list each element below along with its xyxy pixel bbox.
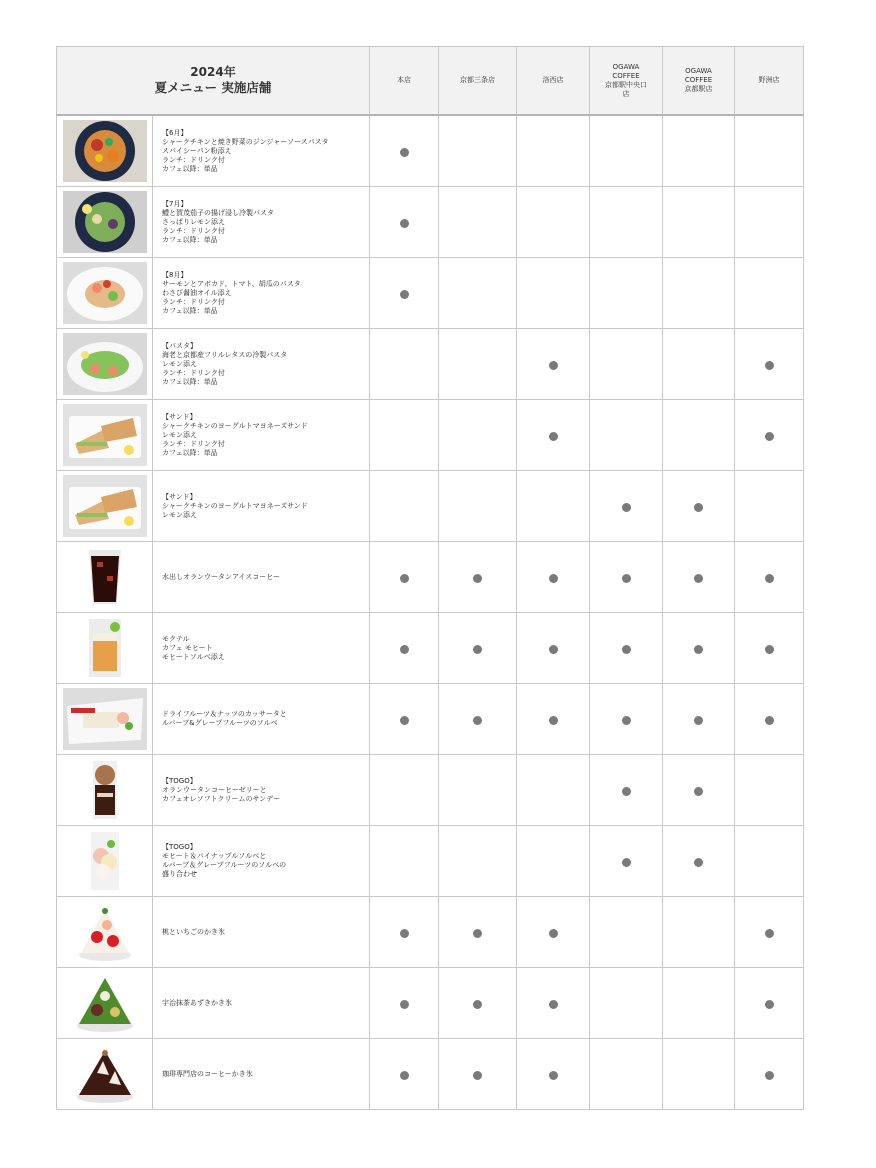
availability-cell bbox=[370, 897, 439, 968]
menu-item-text-line: ランチ：ドリンク付 bbox=[162, 368, 225, 377]
menu-photo bbox=[57, 258, 153, 328]
menu-item-text-line: ランチ：ドリンク付 bbox=[162, 297, 225, 306]
availability-cell bbox=[517, 115, 590, 187]
menu-item-description bbox=[153, 542, 369, 612]
availability-cell bbox=[517, 755, 590, 826]
availability-cell bbox=[663, 826, 735, 897]
menu-item-text-line: カフェ以降：単品 bbox=[162, 164, 218, 173]
menu-item-cell bbox=[57, 968, 370, 1039]
menu-photo bbox=[57, 542, 153, 612]
available-dot bbox=[765, 645, 774, 654]
menu-item-content bbox=[57, 400, 369, 470]
availability-cell bbox=[370, 968, 439, 1039]
menu-row bbox=[57, 1039, 804, 1110]
availability-cell bbox=[517, 400, 590, 471]
menu-row bbox=[57, 542, 804, 613]
menu-row bbox=[57, 471, 804, 542]
menu-item-text-line: 水出しオランウータンアイスコーヒー bbox=[162, 572, 281, 581]
availability-cell bbox=[590, 258, 663, 329]
menu-item-content bbox=[57, 116, 369, 186]
available-dot bbox=[765, 929, 774, 938]
menu-item-text-line: 海老と京都産フリルレタスの冷製パスタ bbox=[162, 350, 288, 359]
availability-cell bbox=[590, 1039, 663, 1110]
menu-photo bbox=[57, 826, 153, 896]
menu-item-text-line: カフェ以降：単品 bbox=[162, 235, 218, 244]
menu-item-text-line: レモン添え bbox=[162, 510, 197, 519]
menu-item-cell bbox=[57, 684, 370, 755]
availability-cell bbox=[370, 1039, 439, 1110]
availability-cell bbox=[663, 684, 735, 755]
availability-cell bbox=[439, 613, 517, 684]
availability-cell bbox=[590, 684, 663, 755]
availability-cell bbox=[517, 897, 590, 968]
availability-cell bbox=[663, 897, 735, 968]
menu-item-cell bbox=[57, 755, 370, 826]
available-dot bbox=[400, 645, 409, 654]
menu-item-text-line: ドライフルーツ＆ナッツのカッサータと bbox=[162, 710, 287, 718]
menu-item-text-line: ルバーブ&グレープフルーツのソルベ bbox=[162, 719, 278, 727]
menu-row bbox=[57, 613, 804, 684]
availability-cell bbox=[439, 258, 517, 329]
available-dot bbox=[473, 1071, 482, 1080]
menu-item-text-line: わさび醤油オイル添え bbox=[162, 288, 232, 297]
header-row bbox=[57, 47, 804, 116]
menu-item-description bbox=[153, 755, 369, 825]
availability-cell bbox=[439, 1039, 517, 1110]
menu-item-text-line: カフェ以降：単品 bbox=[162, 448, 218, 457]
menu-photo bbox=[57, 968, 153, 1038]
available-dot bbox=[400, 716, 409, 725]
availability-cell bbox=[439, 471, 517, 542]
menu-item-text-line: カフェ以降：単品 bbox=[162, 377, 218, 386]
menu-item-text-line: レモン添え bbox=[162, 430, 197, 439]
menu-item-content bbox=[57, 897, 369, 967]
menu-row bbox=[57, 826, 804, 897]
availability-cell bbox=[735, 187, 804, 258]
menu-item-cell bbox=[57, 115, 370, 187]
menu-row bbox=[57, 258, 804, 329]
menu-item-cell bbox=[57, 258, 370, 329]
availability-cell bbox=[517, 826, 590, 897]
year-label: 2024年 bbox=[190, 65, 236, 79]
menu-row bbox=[57, 684, 804, 755]
availability-cell bbox=[517, 542, 590, 613]
available-dot bbox=[622, 503, 631, 512]
availability-cell bbox=[517, 684, 590, 755]
available-dot bbox=[622, 645, 631, 654]
menu-item-text-line: 【6月】 bbox=[162, 128, 188, 137]
available-dot bbox=[549, 574, 558, 583]
availability-cell bbox=[663, 258, 735, 329]
table-title: 夏メニュー 実施店舗 bbox=[154, 80, 272, 95]
availability-cell bbox=[517, 258, 590, 329]
availability-cell bbox=[517, 187, 590, 258]
store-name-line: 洛西店 bbox=[542, 76, 564, 84]
menu-item-content bbox=[57, 329, 369, 399]
available-dot bbox=[694, 503, 703, 512]
menu-photo bbox=[57, 755, 153, 825]
available-dot bbox=[400, 1071, 409, 1080]
menu-item-description bbox=[153, 187, 369, 257]
menu-item-text-line: 宇治抹茶あずきかき氷 bbox=[162, 998, 232, 1007]
availability-cell bbox=[663, 400, 735, 471]
availability-cell bbox=[517, 471, 590, 542]
menu-item-description bbox=[153, 258, 369, 328]
menu-photo bbox=[57, 613, 153, 683]
store-header-kyoto-station-central bbox=[590, 47, 663, 116]
menu-item-content bbox=[57, 613, 369, 683]
availability-cell bbox=[370, 115, 439, 187]
availability-cell bbox=[735, 329, 804, 400]
store-name-line: 京都三条店 bbox=[460, 76, 495, 84]
available-dot bbox=[622, 574, 631, 583]
store-name-line: 店 bbox=[622, 89, 630, 98]
store-name-line: 京都駅店 bbox=[684, 85, 713, 93]
menu-item-text-line: カフェオレソフトクリームのサンデー bbox=[162, 794, 281, 803]
menu-row bbox=[57, 329, 804, 400]
menu-item-description bbox=[153, 1039, 369, 1109]
menu-item-content bbox=[57, 258, 369, 328]
availability-cell bbox=[590, 826, 663, 897]
menu-photo bbox=[57, 400, 153, 470]
available-dot bbox=[549, 361, 558, 370]
menu-item-content bbox=[57, 187, 369, 257]
available-dot bbox=[549, 929, 558, 938]
availability-cell bbox=[663, 187, 735, 258]
available-dot bbox=[694, 858, 703, 867]
availability-cell bbox=[590, 400, 663, 471]
store-name-line: COFFEE bbox=[684, 76, 713, 84]
menu-item-cell bbox=[57, 471, 370, 542]
menu-row bbox=[57, 968, 804, 1039]
store-menu-table bbox=[56, 46, 804, 1110]
menu-item-description bbox=[153, 471, 369, 541]
menu-item-text-line: シャークチキンのヨーグルトマヨネーズサンド bbox=[162, 501, 308, 510]
menu-item-cell bbox=[57, 826, 370, 897]
menu-item-description bbox=[153, 116, 369, 186]
availability-cell bbox=[370, 826, 439, 897]
availability-cell bbox=[517, 968, 590, 1039]
menu-photo bbox=[57, 471, 153, 541]
availability-cell bbox=[735, 968, 804, 1039]
availability-cell bbox=[663, 613, 735, 684]
menu-item-text-line: 【パスタ】 bbox=[162, 341, 197, 350]
menu-item-text-line: 【8月】 bbox=[162, 270, 188, 279]
menu-item-description bbox=[153, 329, 369, 399]
menu-row bbox=[57, 755, 804, 826]
menu-item-cell bbox=[57, 187, 370, 258]
availability-cell bbox=[517, 1039, 590, 1110]
availability-cell bbox=[517, 613, 590, 684]
store-header-rakusai bbox=[517, 47, 590, 116]
menu-item-content bbox=[57, 542, 369, 612]
menu-photo bbox=[57, 187, 153, 257]
menu-item-text-line: カフェ モヒート bbox=[162, 643, 213, 652]
availability-cell bbox=[590, 613, 663, 684]
availability-cell bbox=[439, 968, 517, 1039]
availability-cell bbox=[663, 329, 735, 400]
available-dot bbox=[622, 858, 631, 867]
menu-item-text-line: オランウータンコーヒーゼリーと bbox=[162, 785, 267, 794]
availability-cell bbox=[590, 897, 663, 968]
availability-cell bbox=[590, 755, 663, 826]
availability-cell bbox=[663, 755, 735, 826]
availability-cell bbox=[590, 115, 663, 187]
available-dot bbox=[400, 1000, 409, 1009]
menu-item-content bbox=[57, 684, 369, 754]
menu-item-content bbox=[57, 755, 369, 825]
available-dot bbox=[549, 645, 558, 654]
availability-cell bbox=[439, 329, 517, 400]
availability-cell bbox=[439, 826, 517, 897]
menu-item-text-line: ランチ：ドリンク付 bbox=[162, 226, 225, 235]
available-dot bbox=[549, 1071, 558, 1080]
menu-item-text-line: モヒートソルベ添え bbox=[162, 652, 225, 661]
menu-photo bbox=[57, 897, 153, 967]
table-title-cell bbox=[57, 47, 370, 116]
menu-item-text-line: ランチ：ドリンク付 bbox=[162, 439, 225, 448]
available-dot bbox=[400, 290, 409, 299]
menu-item-description bbox=[153, 684, 369, 754]
menu-item-text-line: 【サンド】 bbox=[162, 412, 197, 421]
available-dot bbox=[765, 574, 774, 583]
availability-cell bbox=[370, 400, 439, 471]
availability-cell bbox=[735, 542, 804, 613]
available-dot bbox=[400, 219, 409, 228]
store-header-kyoto-sanjo bbox=[439, 47, 517, 116]
availability-cell bbox=[663, 968, 735, 1039]
available-dot bbox=[765, 716, 774, 725]
availability-cell bbox=[735, 115, 804, 187]
available-dot bbox=[694, 574, 703, 583]
menu-item-text-line: レモン添え bbox=[162, 359, 197, 368]
available-dot bbox=[694, 787, 703, 796]
available-dot bbox=[694, 645, 703, 654]
availability-cell bbox=[370, 542, 439, 613]
menu-item-content bbox=[57, 471, 369, 541]
available-dot bbox=[765, 1071, 774, 1080]
menu-item-text-line: ルバーブ＆グレープフルーツのソルベの bbox=[162, 861, 287, 869]
availability-cell bbox=[439, 187, 517, 258]
store-header-kyoto-station bbox=[663, 47, 735, 116]
availability-cell bbox=[590, 329, 663, 400]
menu-item-text-line: 桃といちごのかき氷 bbox=[162, 927, 225, 936]
menu-row bbox=[57, 187, 804, 258]
availability-cell bbox=[439, 542, 517, 613]
menu-item-text-line: シャークチキンと焼き野菜のジンジャーソースパスタ bbox=[162, 137, 329, 146]
menu-body bbox=[57, 115, 804, 1110]
menu-item-text-line: 珈琲専門店のコーヒーかき氷 bbox=[162, 1069, 253, 1078]
menu-row bbox=[57, 400, 804, 471]
available-dot bbox=[549, 1000, 558, 1009]
availability-cell bbox=[735, 755, 804, 826]
available-dot bbox=[473, 574, 482, 583]
availability-cell bbox=[590, 187, 663, 258]
menu-item-cell bbox=[57, 400, 370, 471]
menu-item-content bbox=[57, 968, 369, 1038]
availability-cell bbox=[439, 400, 517, 471]
available-dot bbox=[765, 432, 774, 441]
menu-item-description bbox=[153, 400, 369, 470]
menu-item-text-line: ランチ：ドリンク付 bbox=[162, 155, 225, 164]
menu-item-text-line: サーモンとアボカド、トマト、胡瓜のパスタ bbox=[162, 279, 301, 288]
available-dot bbox=[473, 716, 482, 725]
available-dot bbox=[473, 645, 482, 654]
menu-photo bbox=[57, 684, 153, 754]
availability-cell bbox=[370, 329, 439, 400]
menu-item-text-line: 【TOGO】 bbox=[162, 776, 197, 785]
menu-item-text-line: 【TOGO】 bbox=[162, 843, 197, 851]
menu-item-cell bbox=[57, 542, 370, 613]
availability-cell bbox=[735, 826, 804, 897]
available-dot bbox=[400, 929, 409, 938]
menu-item-text-line: スパイシーパン粉添え bbox=[162, 146, 232, 155]
available-dot bbox=[549, 432, 558, 441]
menu-item-description bbox=[153, 968, 369, 1038]
store-name-line: 野洲店 bbox=[758, 76, 780, 84]
available-dot bbox=[622, 716, 631, 725]
availability-cell bbox=[370, 258, 439, 329]
store-name-line: OGAWA bbox=[685, 67, 712, 75]
store-name-line: 京都駅中央口 bbox=[605, 80, 647, 89]
store-header-honten bbox=[370, 47, 439, 116]
menu-item-text-line: 鱧と賀茂茄子の揚げ浸し冷製パスタ bbox=[162, 208, 274, 217]
menu-photo bbox=[57, 329, 153, 399]
availability-cell bbox=[370, 471, 439, 542]
menu-item-cell bbox=[57, 1039, 370, 1110]
menu-item-description bbox=[153, 826, 369, 896]
menu-item-text-line: さっぱりレモン添え bbox=[162, 217, 225, 226]
availability-cell bbox=[590, 471, 663, 542]
availability-cell bbox=[590, 542, 663, 613]
availability-cell bbox=[370, 187, 439, 258]
store-name-line: COFFEE bbox=[612, 71, 640, 80]
menu-item-text-line: シャークチキンのヨーグルトマヨネーズサンド bbox=[162, 421, 308, 430]
availability-cell bbox=[735, 613, 804, 684]
availability-cell bbox=[663, 542, 735, 613]
availability-cell bbox=[735, 471, 804, 542]
available-dot bbox=[400, 574, 409, 583]
availability-cell bbox=[370, 613, 439, 684]
available-dot bbox=[765, 1000, 774, 1009]
store-name-line: OGAWA bbox=[612, 62, 640, 71]
menu-row bbox=[57, 897, 804, 968]
availability-cell bbox=[663, 115, 735, 187]
menu-row bbox=[57, 115, 804, 187]
availability-cell bbox=[735, 1039, 804, 1110]
available-dot bbox=[549, 716, 558, 725]
availability-cell bbox=[735, 897, 804, 968]
menu-item-cell bbox=[57, 613, 370, 684]
menu-item-text-line: モクテル bbox=[162, 634, 190, 643]
menu-item-text-line: 【7月】 bbox=[162, 199, 188, 208]
menu-sheet bbox=[56, 46, 803, 1110]
availability-cell bbox=[735, 684, 804, 755]
store-name-line: 本店 bbox=[397, 76, 411, 84]
menu-item-content bbox=[57, 1039, 369, 1109]
menu-item-text-line: カフェ以降：単品 bbox=[162, 306, 218, 315]
menu-item-cell bbox=[57, 329, 370, 400]
availability-cell bbox=[735, 258, 804, 329]
availability-cell bbox=[370, 755, 439, 826]
availability-cell bbox=[439, 755, 517, 826]
menu-item-description bbox=[153, 897, 369, 967]
availability-cell bbox=[663, 1039, 735, 1110]
menu-photo bbox=[57, 116, 153, 186]
menu-item-text-line: 盛り合わせ bbox=[162, 870, 197, 878]
available-dot bbox=[473, 1000, 482, 1009]
menu-item-description bbox=[153, 613, 369, 683]
availability-cell bbox=[439, 115, 517, 187]
availability-cell bbox=[590, 968, 663, 1039]
availability-cell bbox=[517, 329, 590, 400]
available-dot bbox=[694, 716, 703, 725]
store-header-yasu bbox=[735, 47, 804, 116]
available-dot bbox=[622, 787, 631, 796]
menu-item-text-line: 【サンド】 bbox=[162, 492, 197, 501]
availability-cell bbox=[663, 471, 735, 542]
availability-cell bbox=[370, 684, 439, 755]
menu-item-text-line: モヒート＆パイナップルソルベと bbox=[162, 852, 267, 860]
available-dot bbox=[765, 361, 774, 370]
menu-item-content bbox=[57, 826, 369, 896]
availability-cell bbox=[439, 897, 517, 968]
available-dot bbox=[473, 929, 482, 938]
menu-item-cell bbox=[57, 897, 370, 968]
availability-cell bbox=[439, 684, 517, 755]
availability-cell bbox=[735, 400, 804, 471]
menu-photo bbox=[57, 1039, 153, 1109]
available-dot bbox=[400, 148, 409, 157]
